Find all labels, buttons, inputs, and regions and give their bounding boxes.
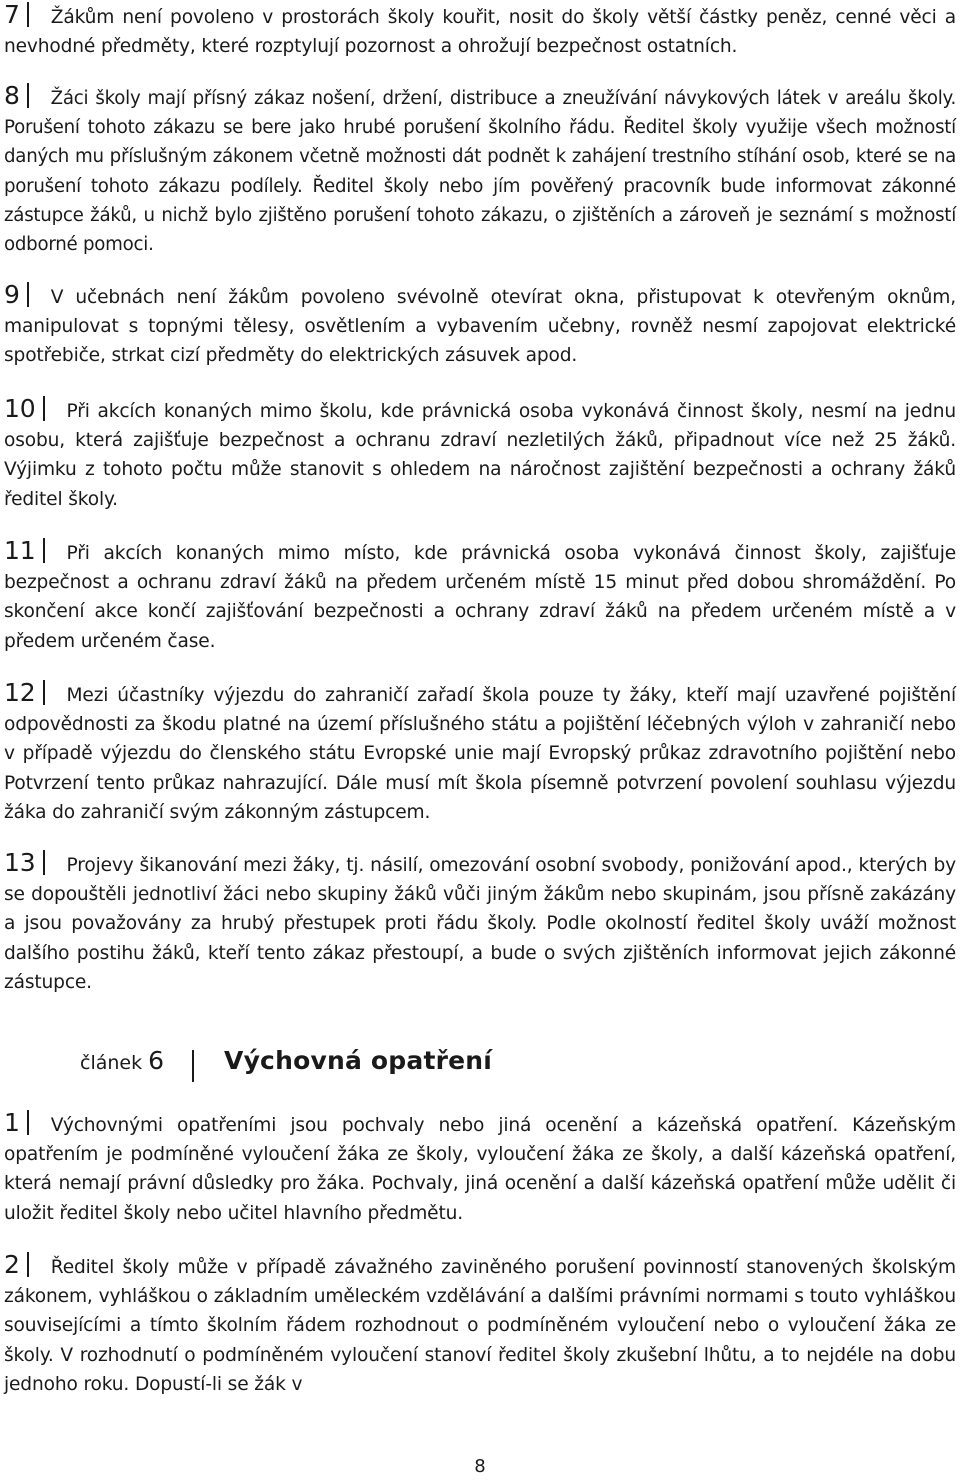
paragraph-number: 13 — [4, 848, 36, 877]
article-separator — [192, 1050, 194, 1082]
paragraph-10 — [4, 396, 956, 514]
paragraph-number: 1 — [4, 1108, 20, 1137]
paragraph-11 — [4, 538, 956, 656]
paragraph-text: Projevy šikanování mezi žáky, tj. násilí, omezování osobní svobody, ponižování apod., kterých by se dopouštěli jednotliví žáci nebo skupiny žáků vůči jiným žákům nebo skupinám, jsou přísně zakázány a jsou považovány za hrubý přestupek proti řádu školy. Podle okolností ředitel školy uváží možnost dalšího postihu žáků, kteří tento zákaz přestoupí, a bude o svých zjištěních informovat jejich zákonné zástupce. — [4, 855, 956, 993]
paragraph-12 — [4, 680, 956, 827]
number-separator — [43, 538, 45, 563]
number-separator — [43, 850, 45, 875]
article-number: 6 — [148, 1046, 165, 1075]
number-separator — [27, 83, 29, 108]
number-separator — [43, 396, 45, 421]
number-separator — [27, 282, 29, 307]
article-title: Výchovná opatření — [224, 1046, 493, 1075]
paragraph-number: 2 — [4, 1250, 20, 1279]
number-separator — [27, 1110, 29, 1135]
paragraph-text: Žáci školy mají přísný zákaz nošení, držení, distribuce a zneužívání návykových látek v areálu školy. Porušení tohoto zákazu se bere jako hrubé porušení školního řádu. Ředitel školy využije všech možností daných mu příslušným zákonem včetně možnosti dát podnět k zahájení trestního stíhání osob, které se na porušení tohoto zákazu podílely. Ředitel školy nebo jím pověřený pracovník bude informovat zákonné zástupce žáků, u nichž bylo zjištěno porušení tohoto zákazu, o zjištěních a zároveň je seznámí s možností odborné pomoci. — [4, 88, 956, 256]
paragraph-text: Žákům není povoleno v prostorách školy kouřit, nosit do školy větší částky peněz, cenné věci a nevhodné předměty, které rozptylují pozornost a ohrožují bezpečnost ostatních. — [4, 7, 956, 58]
paragraph-9 — [4, 282, 956, 371]
paragraph-number: 9 — [4, 280, 20, 309]
article-paragraph-2 — [4, 1252, 956, 1399]
article-label: článek — [80, 1052, 143, 1074]
paragraph-text: Při akcích konaných mimo místo, kde právnická osoba vykonává činnost školy, zajišťuje bezpečnost a ochranu zdraví žáků na předem určeném místě 15 minut před dobou shromáždění. Po skončení akce končí zajišťování bezpečnosti a ochrany zdraví žáků na předem určeném místě a v předem určeném čase. — [4, 543, 956, 652]
paragraph-text: Ředitel školy může v případě závažného zaviněného porušení povinností stanovených školským zákonem, vyhláškou o základním uměleckém vzdělávání a dalšími právními normami s touto vyhláškou souvisejícími a tímto školním řádem rozhodnout o podmíněném vyloučení nebo o vyloučení žáka ze školy. V rozhodnutí o podmíněném vyloučení stanoví ředitel školy zkušební lhůtu, a to nejdéle na dobu jednoho roku. Dopustí-li se žák v — [4, 1257, 956, 1395]
article-paragraph-1 — [4, 1110, 956, 1228]
paragraph-text: Výchovnými opatřeními jsou pochvaly nebo jiná ocenění a kázeňská opatření. Kázeňským opatřením je podmíněné vyloučení žáka ze školy, vyloučení žáka ze školy, a další kázeňská opatření, která nemají právní důsledky pro žáka. Pochvaly, jiná ocenění a další kázeňská opatření může udělit či uložit ředitel školy nebo učitel hlavního předmětu. — [4, 1115, 956, 1224]
paragraph-number: 7 — [4, 0, 20, 29]
paragraph-number: 10 — [4, 394, 36, 423]
paragraph-text: V učebnách není žákům povoleno svévolně otevírat okna, přistupovat k otevřeným oknům, manipulovat s topnými tělesy, osvětlením a vybavením učebny, rovněž nesmí zapojovat elektrické spotřebiče, strkat cizí předměty do elektrických zásuvek apod. — [4, 287, 956, 367]
page-number: 8 — [474, 1456, 486, 1477]
number-separator — [27, 1252, 29, 1277]
paragraph-text: Při akcích konaných mimo školu, kde právnická osoba vykonává činnost školy, nesmí na jednu osobu, která zajišťuje bezpečnost a ochranu zdraví nezletilých žáků, připadnout více než 25 žáků. Výjimku z tohoto počtu může stanovit s ohledem na náročnost zajištění bezpečnosti a ochrany žáků ředitel školy. — [4, 401, 956, 510]
paragraph-13 — [4, 850, 956, 997]
number-separator — [43, 680, 45, 705]
paragraph-number: 11 — [4, 536, 36, 565]
paragraph-8 — [4, 83, 956, 259]
paragraph-number: 8 — [4, 81, 20, 110]
article-heading — [80, 1046, 492, 1086]
paragraph-number: 12 — [4, 678, 36, 707]
paragraph-text: Mezi účastníky výjezdu do zahraničí zařadí škola pouze ty žáky, kteří mají uzavřené pojištění odpovědnosti za škodu platné na území příslušného státu a pojištění léčebných výloh v zahraničí nebo v případě výjezdu do členského státu Evropské unie mají Evropský průkaz zdravotního pojištění nebo Potvrzení tento průkaz nahrazující. Dále musí mít škola písemně potvrzení povolení souhlasu výjezdu žáka do zahraničí svým zákonným zástupcem. — [4, 685, 956, 823]
paragraph-7 — [4, 2, 956, 61]
number-separator — [27, 2, 29, 27]
